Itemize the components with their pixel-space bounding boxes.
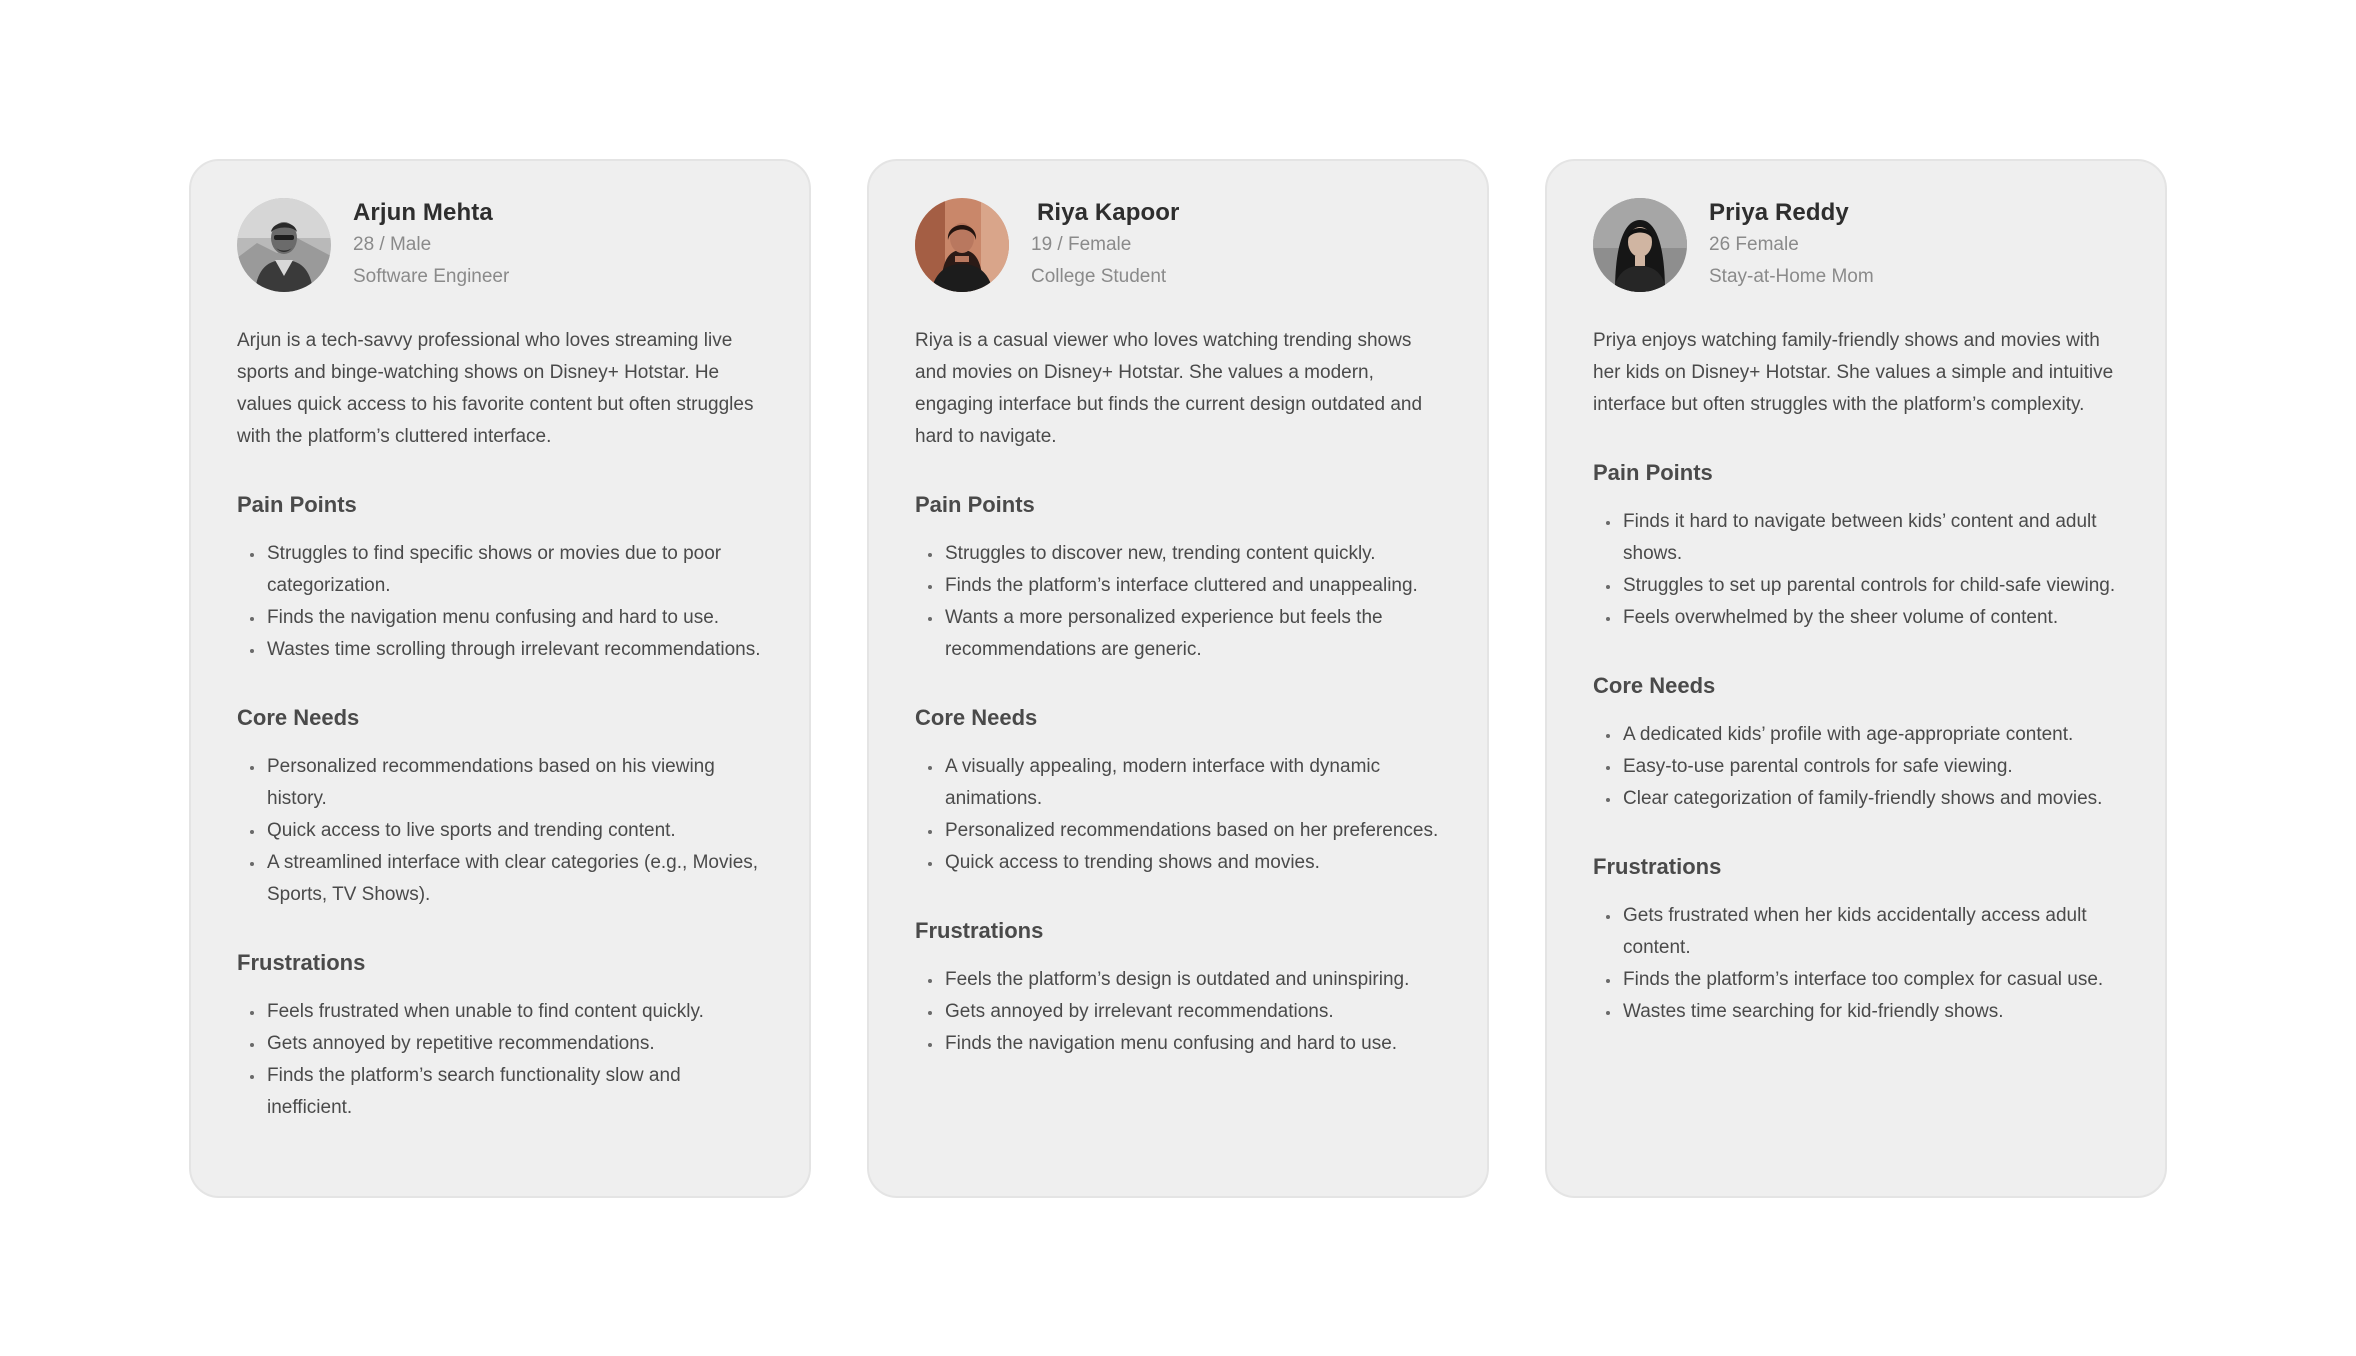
list-item: Wants a more personalized experience but feels the recommendations are generic. <box>915 602 1441 666</box>
core-needs-list <box>915 751 1441 879</box>
frustrations-list <box>915 964 1441 1060</box>
persona-age-gender: 19 / Female <box>1031 234 1132 255</box>
core-needs-title: Core Needs <box>237 705 360 730</box>
list-item: A visually appealing, modern interface with dynamic animations. <box>915 751 1441 815</box>
list-item: Feels overwhelmed by the sheer volume of content. <box>1593 602 2119 634</box>
persona-name: Riya Kapoor <box>1037 199 1180 226</box>
frustrations-list <box>237 996 763 1124</box>
core-needs-title: Core Needs <box>1593 673 1716 698</box>
pain-points-title: Pain Points <box>1593 460 1713 485</box>
frustrations-title: Frustrations <box>915 918 1044 943</box>
list-item: Wastes time searching for kid-friendly shows. <box>1593 996 2119 1028</box>
frustrations-list <box>1593 900 2119 1028</box>
persona-bio: Arjun is a tech-savvy professional who loves streaming live sports and binge-watching shows on Disney+ Hotstar. He values quick access to his favorite content but often struggles with the platform’s cluttered interface. <box>237 330 754 447</box>
persona-name: Arjun Mehta <box>353 199 493 226</box>
list-item: Gets frustrated when her kids accidentally access adult content. <box>1593 900 2119 964</box>
pain-points-list <box>1593 506 2119 634</box>
list-item: Struggles to find specific shows or movies due to poor categorization. <box>237 538 763 602</box>
pain-points-list <box>237 538 763 666</box>
pain-points-title: Pain Points <box>237 492 357 517</box>
list-item: Personalized recommendations based on his viewing history. <box>237 751 763 815</box>
list-item: Finds the platform’s search functionality slow and inefficient. <box>237 1060 763 1124</box>
list-item: Clear categorization of family-friendly shows and movies. <box>1593 783 2119 815</box>
list-item: Quick access to live sports and trending content. <box>237 815 763 847</box>
persona-age-gender: 26 Female <box>1709 234 1799 255</box>
persona-identity <box>1709 197 1874 293</box>
persona-card-riya <box>867 159 1489 1198</box>
pain-points-list <box>915 538 1441 666</box>
list-item: Finds the platform’s interface cluttered and unappealing. <box>915 570 1441 602</box>
persona-bio: Priya enjoys watching family-friendly shows and movies with her kids on Disney+ Hotstar. She values a simple and intuitive interface but often struggles with the platform’s complexity. <box>1593 330 2114 415</box>
pain-points-title: Pain Points <box>915 492 1035 517</box>
list-item: Feels frustrated when unable to find content quickly. <box>237 996 763 1028</box>
list-item: Finds it hard to navigate between kids’ content and adult shows. <box>1593 506 2119 570</box>
frustrations-title: Frustrations <box>237 950 366 975</box>
list-item: Struggles to set up parental controls for child-safe viewing. <box>1593 570 2119 602</box>
avatar <box>1593 198 1687 292</box>
persona-bio: Riya is a casual viewer who loves watching trending shows and movies on Disney+ Hotstar. She values a modern, engaging interface but finds the current design outdated and hard to navigate. <box>915 330 1423 447</box>
list-item: Wastes time scrolling through irrelevant recommendations. <box>237 634 763 666</box>
persona-header <box>1593 197 2119 303</box>
persona-identity <box>1031 197 1179 293</box>
list-item: Gets annoyed by repetitive recommendations. <box>237 1028 763 1060</box>
persona-name: Priya Reddy <box>1709 199 1849 226</box>
core-needs-list <box>237 751 763 911</box>
list-item: A dedicated kids’ profile with age-appropriate content. <box>1593 719 2119 751</box>
persona-age-gender: 28 / Male <box>353 234 432 255</box>
frustrations-title: Frustrations <box>1593 854 1722 879</box>
persona-card-arjun <box>189 159 811 1198</box>
persona-occupation: Stay-at-Home Mom <box>1709 266 1874 287</box>
list-item: Easy-to-use parental controls for safe viewing. <box>1593 751 2119 783</box>
list-item: Feels the platform’s design is outdated and uninspiring. <box>915 964 1441 996</box>
list-item: Finds the navigation menu confusing and hard to use. <box>915 1028 1441 1060</box>
list-item: Quick access to trending shows and movies. <box>915 847 1441 879</box>
core-needs-title: Core Needs <box>915 705 1038 730</box>
persona-cards <box>189 159 2167 1198</box>
core-needs-list <box>1593 719 2119 815</box>
persona-occupation: College Student <box>1031 266 1167 287</box>
list-item: A streamlined interface with clear categories (e.g., Movies, Sports, TV Shows). <box>237 847 763 911</box>
list-item: Personalized recommendations based on her preferences. <box>915 815 1441 847</box>
avatar <box>237 198 331 292</box>
persona-card-priya <box>1545 159 2167 1198</box>
avatar <box>915 198 1009 292</box>
persona-header <box>237 197 763 303</box>
persona-header <box>915 197 1441 303</box>
list-item: Finds the platform’s interface too complex for casual use. <box>1593 964 2119 996</box>
persona-occupation: Software Engineer <box>353 266 510 287</box>
list-item: Struggles to discover new, trending content quickly. <box>915 538 1441 570</box>
list-item: Gets annoyed by irrelevant recommendations. <box>915 996 1441 1028</box>
persona-identity <box>353 197 509 293</box>
list-item: Finds the navigation menu confusing and hard to use. <box>237 602 763 634</box>
